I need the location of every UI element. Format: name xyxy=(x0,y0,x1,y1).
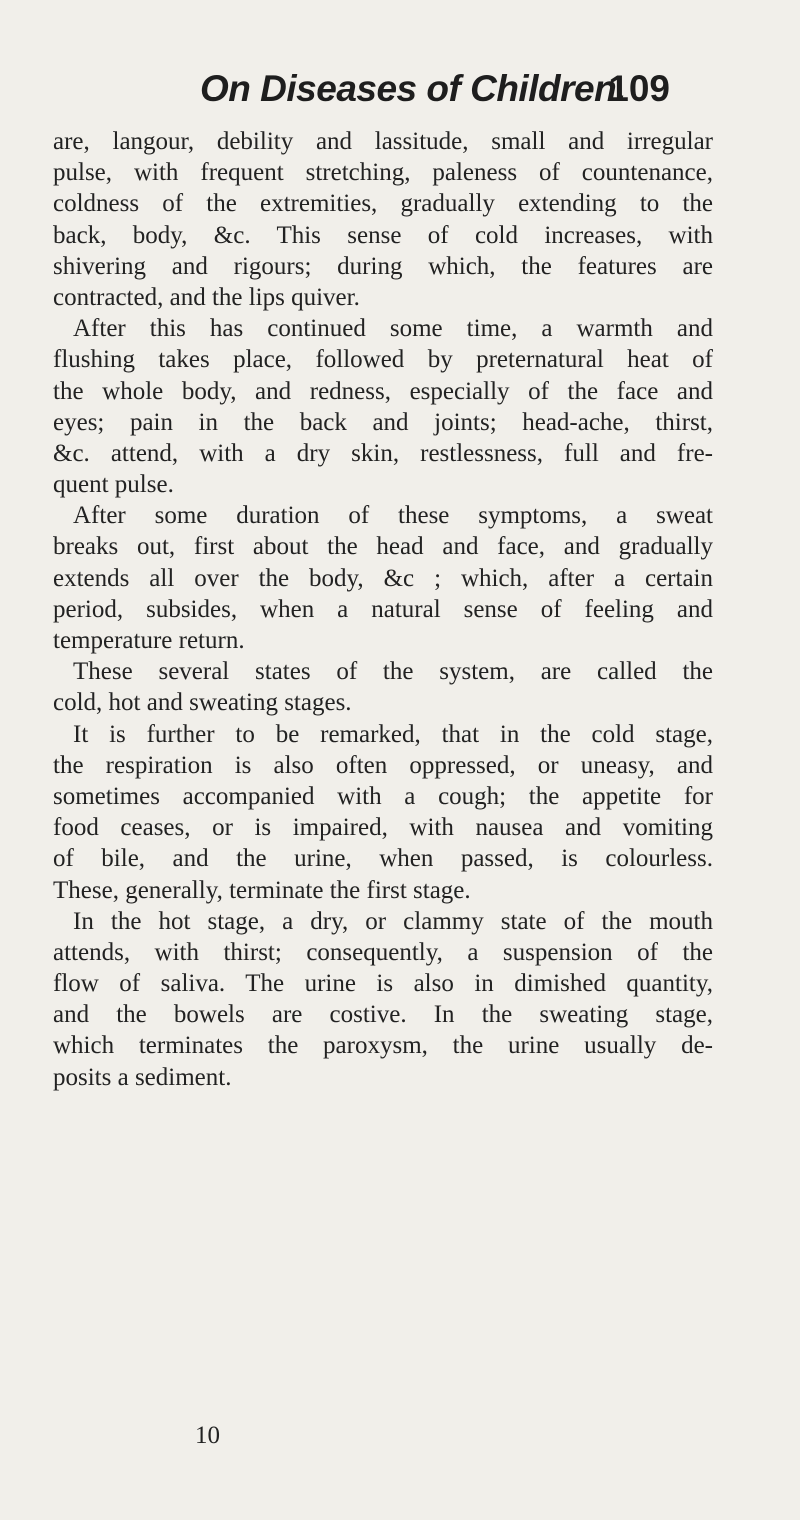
page-number: 109 xyxy=(608,68,670,109)
text-line: back, body, &c. This sense of cold increases, with xyxy=(53,221,713,249)
text-line: period, subsides, when a natural sense of feeling and xyxy=(53,595,713,623)
text-line: and the bowels are costive. In the sweating stage, xyxy=(53,1001,713,1029)
text-line: It is further to be remarked, that in the cold stage, xyxy=(73,720,713,748)
text-line: extends all over the body, &c ; which, after a certain xyxy=(53,564,713,592)
text-line: These several states of the system, are called the xyxy=(73,658,713,686)
text-line: flushing takes place, followed by preternatural heat of xyxy=(53,346,713,374)
text-line: temperature return. xyxy=(53,627,245,654)
text-line: of bile, and the urine, when passed, is colourless. xyxy=(53,845,713,873)
text-line: After some duration of these symptoms, a sweat xyxy=(73,502,713,530)
text-line: the whole body, and redness, especially of the face and xyxy=(53,377,713,405)
running-head xyxy=(200,68,670,118)
text-line: quent pulse. xyxy=(53,471,174,499)
body-text xyxy=(53,126,713,1093)
text-line: After this has continued some time, a warmth and xyxy=(73,315,713,343)
text-line: sometimes accompanied with a cough; the appetite for xyxy=(53,782,713,810)
text-line: shivering and rigours; during which, the features are xyxy=(53,252,713,280)
text-line: breaks out, first about the head and face, and gradually xyxy=(53,533,713,561)
text-line: coldness of the extremities, gradually extending to the xyxy=(53,190,713,218)
catchword: 10 xyxy=(195,1422,220,1449)
text-line: eyes; pain in the back and joints; head-ache, thirst, xyxy=(53,408,713,436)
text-line: food ceases, or is impaired, with nausea and vomiting xyxy=(53,814,713,842)
running-title: On Diseases of Children. xyxy=(200,68,626,109)
text-line: contracted, and the lips quiver. xyxy=(53,283,360,311)
text-line: In the hot stage, a dry, or clammy state of the mouth xyxy=(73,907,713,935)
text-line: posits a sediment. xyxy=(53,1063,232,1091)
text-line: which terminates the paroxysm, the urine usually de- xyxy=(53,1032,713,1060)
text-line: attends, with thirst; consequently, a suspension of the xyxy=(53,938,713,966)
text-line: pulse, with frequent stretching, paleness of countenance, xyxy=(53,159,713,187)
text-line: cold, hot and sweating stages. xyxy=(53,689,352,717)
text-line: These, generally, terminate the first stage. xyxy=(53,876,471,904)
text-line: the respiration is also often oppressed, or uneasy, and xyxy=(53,751,713,779)
text-line: flow of saliva. The urine is also in dimished quantity, xyxy=(53,970,713,998)
text-line: are, langour, debility and lassitude, small and irregular xyxy=(53,128,713,155)
text-line: &c. attend, with a dry skin, restlessness, full and fre- xyxy=(53,439,713,467)
